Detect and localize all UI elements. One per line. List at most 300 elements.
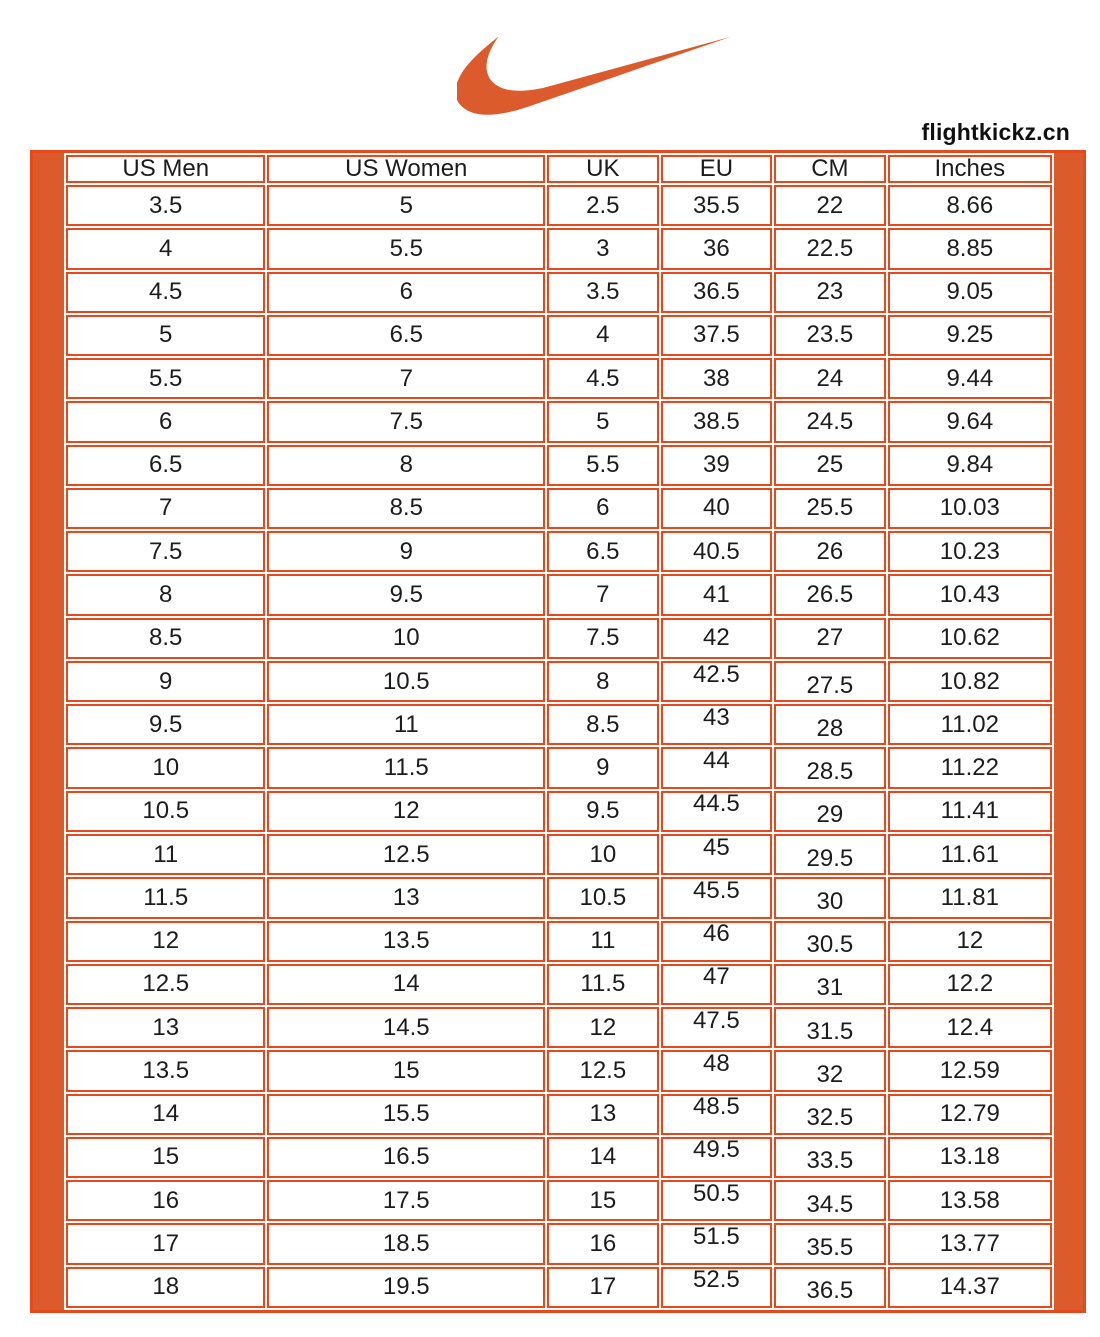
size-cell	[547, 877, 659, 918]
cell-value: 11.41	[940, 797, 999, 825]
cell-value: 16	[152, 1186, 180, 1214]
cell-value: 29.5	[806, 844, 854, 872]
size-cell	[267, 921, 545, 962]
cell-value: 6.5	[149, 451, 183, 479]
cell-value: 6	[596, 494, 610, 522]
cell-value: 45	[703, 833, 730, 861]
size-cell	[774, 445, 886, 486]
size-cell	[888, 921, 1052, 962]
cell-value: 31.5	[806, 1017, 854, 1045]
size-cell	[774, 704, 886, 745]
size-cell	[547, 358, 659, 399]
cell-value: 42.5	[693, 660, 740, 688]
cell-value: 8	[399, 451, 413, 479]
size-cell	[547, 834, 659, 875]
size-cell	[66, 1050, 265, 1091]
cell-value: 23	[816, 278, 844, 306]
cell-value: 9	[159, 667, 173, 695]
cell-value: 15.5	[382, 1100, 430, 1128]
cell-value: 11.22	[940, 754, 999, 782]
size-cell	[547, 1180, 659, 1221]
size-cell	[661, 704, 773, 745]
right-accent-bar	[1054, 153, 1083, 1310]
cell-value: 52.5	[693, 1266, 740, 1294]
size-cell	[661, 1223, 773, 1264]
cell-value: 4	[596, 321, 610, 349]
size-cell	[774, 1094, 886, 1135]
size-cell	[66, 1094, 265, 1135]
cell-value: 24	[816, 364, 844, 392]
cell-value: 51.5	[693, 1223, 740, 1250]
cell-value: 11	[393, 710, 419, 738]
size-cell	[888, 228, 1052, 269]
size-cell	[888, 401, 1052, 442]
table-row	[66, 1094, 1052, 1135]
cell-value: 6.5	[586, 537, 620, 565]
size-cell	[888, 704, 1052, 745]
cell-value: 2.5	[586, 191, 620, 219]
size-cell	[661, 1137, 773, 1178]
cell-value: 41	[703, 581, 730, 609]
cell-value: 10.5	[382, 667, 430, 695]
size-cell	[267, 704, 545, 745]
size-cell	[661, 1094, 773, 1135]
cell-value: 40.5	[693, 537, 740, 565]
header-row	[66, 155, 1052, 183]
cell-value: 28.5	[806, 758, 854, 786]
size-cell	[774, 185, 886, 226]
size-cell	[774, 1180, 886, 1221]
size-cell	[66, 834, 265, 875]
cell-value: 4.5	[149, 278, 183, 306]
size-cell	[774, 1007, 886, 1048]
cell-value: 7.5	[586, 624, 620, 652]
cell-value: 34.5	[806, 1190, 854, 1218]
size-cell	[774, 1050, 886, 1091]
size-table-frame	[30, 150, 1086, 1313]
cell-value: 12.2	[946, 970, 994, 998]
cell-value: 27.5	[806, 671, 854, 699]
cell-value: 12	[589, 1013, 617, 1041]
size-cell	[66, 185, 265, 226]
cell-value: 10	[589, 840, 617, 868]
size-cell	[547, 747, 659, 788]
size-cell	[774, 574, 886, 615]
table-row	[66, 488, 1052, 529]
size-cell	[267, 1267, 545, 1308]
size-cell	[66, 228, 265, 269]
cell-value: 18	[152, 1273, 180, 1301]
size-cell	[66, 445, 265, 486]
cell-value: 5.5	[586, 451, 620, 479]
size-cell	[547, 618, 659, 659]
cell-value: 10.5	[579, 883, 627, 911]
cell-value: 8	[596, 667, 610, 695]
left-accent-bar	[33, 153, 64, 1310]
table-row	[66, 964, 1052, 1005]
nike-swoosh-logo-icon	[457, 33, 732, 118]
size-cell	[66, 531, 265, 572]
cell-value: 10.03	[939, 494, 1000, 522]
size-cell	[888, 488, 1052, 529]
cell-value: 13.77	[939, 1230, 1000, 1257]
cell-value: 8	[159, 581, 173, 609]
cell-value: 26	[816, 537, 844, 565]
cell-value: 7	[399, 364, 413, 392]
cell-value: 3.5	[586, 278, 620, 306]
size-cell	[661, 834, 773, 875]
size-cell	[66, 921, 265, 962]
cell-value: 42	[703, 624, 730, 652]
size-cell	[547, 488, 659, 529]
cell-value: 11.5	[383, 754, 429, 782]
cell-value: 10.62	[939, 624, 1000, 652]
cell-value: 13.18	[939, 1143, 1000, 1171]
table-row	[66, 358, 1052, 399]
cell-value: 13	[152, 1013, 180, 1041]
size-cell	[888, 1094, 1052, 1135]
cell-value: 11	[590, 927, 616, 955]
table-row	[66, 1050, 1052, 1091]
size-cell	[547, 228, 659, 269]
cell-value: 12	[152, 927, 180, 955]
size-cell	[774, 401, 886, 442]
cell-value: 16	[589, 1230, 617, 1257]
size-cell	[774, 877, 886, 918]
cell-value: 5.5	[149, 364, 183, 392]
cell-value: 32.5	[806, 1104, 854, 1132]
size-cell	[661, 531, 773, 572]
cell-value: 17	[152, 1230, 180, 1257]
size-cell	[661, 1267, 773, 1308]
size-cell	[66, 1267, 265, 1308]
size-cell	[267, 791, 545, 832]
size-cell	[267, 574, 545, 615]
cell-value: 14	[589, 1143, 617, 1171]
column-header-inches: Inches	[888, 155, 1052, 183]
size-cell	[267, 445, 545, 486]
size-cell	[774, 921, 886, 962]
table-row	[66, 185, 1052, 226]
size-cell	[888, 1137, 1052, 1178]
size-cell	[661, 1007, 773, 1048]
table-row	[66, 704, 1052, 745]
cell-value: 39	[703, 451, 730, 479]
cell-value: 10.82	[939, 667, 1000, 695]
size-cell	[661, 185, 773, 226]
size-cell	[547, 1223, 659, 1264]
cell-value: 11.61	[940, 840, 999, 868]
cell-value: 9.64	[946, 407, 994, 435]
cell-value: 22.5	[806, 234, 854, 262]
cell-value: 4.5	[586, 364, 620, 392]
size-cell	[661, 272, 773, 313]
size-cell	[547, 704, 659, 745]
cell-value: 33.5	[806, 1147, 854, 1175]
size-cell	[661, 1180, 773, 1221]
size-cell	[267, 272, 545, 313]
cell-value: 5.5	[389, 234, 423, 262]
cell-value: 38	[703, 364, 730, 392]
cell-value: 15	[152, 1143, 180, 1171]
cell-value: 12	[392, 797, 420, 825]
cell-value: 31	[816, 974, 844, 1002]
cell-value: 49.5	[693, 1136, 740, 1164]
size-cell	[661, 791, 773, 832]
size-cell	[66, 661, 265, 702]
size-cell	[267, 1180, 545, 1221]
size-cell	[888, 315, 1052, 356]
size-cell	[267, 488, 545, 529]
cell-value: 32	[816, 1060, 844, 1088]
cell-value: 9.5	[149, 710, 183, 738]
size-cell	[661, 877, 773, 918]
size-cell	[774, 531, 886, 572]
cell-value: 11.5	[143, 883, 189, 911]
cell-value: 9.44	[946, 364, 994, 392]
size-cell	[661, 661, 773, 702]
size-cell	[66, 1180, 265, 1221]
size-cell	[661, 618, 773, 659]
cell-value: 14.37	[939, 1273, 1000, 1301]
table-row	[66, 531, 1052, 572]
cell-value: 3	[596, 234, 610, 262]
size-cell	[547, 315, 659, 356]
cell-value: 10	[392, 624, 420, 652]
size-cell	[547, 1267, 659, 1308]
size-cell	[774, 747, 886, 788]
cell-value: 48.5	[693, 1093, 740, 1121]
table-row	[66, 272, 1052, 313]
size-cell	[66, 401, 265, 442]
size-cell	[547, 661, 659, 702]
cell-value: 9	[399, 537, 413, 565]
size-cell	[888, 791, 1052, 832]
table-row	[66, 445, 1052, 486]
size-cell	[547, 1137, 659, 1178]
table-body	[66, 185, 1052, 1308]
size-cell	[661, 228, 773, 269]
cell-value: 13	[589, 1100, 617, 1128]
size-cell	[888, 1050, 1052, 1091]
cell-value: 11.02	[940, 710, 999, 738]
size-cell	[267, 185, 545, 226]
size-cell	[547, 272, 659, 313]
table-row	[66, 791, 1052, 832]
size-cell	[66, 1223, 265, 1264]
size-cell	[661, 488, 773, 529]
size-cell	[888, 877, 1052, 918]
size-cell	[888, 834, 1052, 875]
size-cell	[267, 877, 545, 918]
cell-value: 12.5	[142, 970, 190, 998]
size-cell	[888, 618, 1052, 659]
size-cell	[661, 574, 773, 615]
size-cell	[66, 618, 265, 659]
cell-value: 7	[159, 494, 173, 522]
cell-value: 14.5	[382, 1013, 430, 1041]
cell-value: 9.25	[946, 321, 994, 349]
table-row	[66, 661, 1052, 702]
cell-value: 7.5	[149, 537, 183, 565]
size-cell	[888, 1007, 1052, 1048]
size-cell	[888, 574, 1052, 615]
cell-value: 17	[589, 1273, 617, 1301]
size-cell	[66, 358, 265, 399]
cell-value: 48	[703, 1050, 730, 1077]
cell-value: 16.5	[382, 1143, 430, 1171]
size-cell	[774, 834, 886, 875]
size-cell	[267, 1094, 545, 1135]
cell-value: 25	[816, 451, 844, 479]
size-cell	[661, 747, 773, 788]
size-cell	[66, 1137, 265, 1178]
size-cell	[66, 1007, 265, 1048]
size-cell	[774, 272, 886, 313]
cell-value: 50.5	[693, 1180, 740, 1207]
table-row	[66, 877, 1052, 918]
size-cell	[547, 1050, 659, 1091]
size-cell	[267, 1007, 545, 1048]
size-cell	[888, 531, 1052, 572]
cell-value: 11	[153, 840, 179, 868]
cell-value: 38.5	[693, 407, 740, 435]
table-row	[66, 834, 1052, 875]
cell-value: 47	[703, 963, 730, 991]
cell-value: 22	[816, 191, 844, 219]
cell-value: 17.5	[382, 1186, 430, 1214]
column-header-us-men: US Men	[66, 155, 265, 183]
cell-value: 23.5	[806, 321, 854, 349]
cell-value: 5	[399, 191, 413, 219]
size-cell	[66, 272, 265, 313]
size-cell	[267, 618, 545, 659]
cell-value: 46	[703, 920, 730, 948]
cell-value: 15	[589, 1186, 617, 1214]
cell-value: 24.5	[806, 407, 854, 435]
table-row	[66, 574, 1052, 615]
cell-value: 9.05	[946, 278, 994, 306]
size-cell	[774, 228, 886, 269]
size-cell	[661, 315, 773, 356]
size-cell	[774, 791, 886, 832]
size-cell	[774, 661, 886, 702]
size-cell	[267, 531, 545, 572]
cell-value: 10.23	[939, 537, 1000, 565]
size-cell	[267, 1137, 545, 1178]
cell-value: 25.5	[806, 494, 854, 522]
cell-value: 35.5	[693, 191, 740, 219]
size-cell	[661, 401, 773, 442]
table-row	[66, 401, 1052, 442]
size-cell	[267, 834, 545, 875]
size-cell	[267, 964, 545, 1005]
size-cell	[888, 358, 1052, 399]
cell-value: 7	[596, 581, 610, 609]
table-row	[66, 1137, 1052, 1178]
cell-value: 12.5	[579, 1056, 627, 1084]
size-cell	[774, 964, 886, 1005]
cell-value: 36.5	[806, 1277, 854, 1305]
cell-value: 7.5	[389, 407, 423, 435]
size-cell	[267, 401, 545, 442]
cell-value: 13.5	[382, 927, 430, 955]
cell-value: 10	[152, 754, 180, 782]
cell-value: 8.5	[586, 710, 620, 738]
cell-value: 12.4	[946, 1013, 994, 1041]
size-cell	[267, 228, 545, 269]
size-cell	[267, 1050, 545, 1091]
size-cell	[547, 791, 659, 832]
size-cell	[888, 1223, 1052, 1264]
table-row	[66, 228, 1052, 269]
cell-value: 47.5	[693, 1007, 740, 1034]
size-cell	[888, 1180, 1052, 1221]
size-cell	[547, 1094, 659, 1135]
cell-value: 3.5	[149, 191, 183, 219]
cell-value: 12.79	[939, 1100, 1000, 1128]
column-header-cm: CM	[774, 155, 886, 183]
cell-value: 5	[596, 407, 610, 435]
column-header-uk: UK	[547, 155, 659, 183]
size-cell	[66, 877, 265, 918]
size-cell	[774, 1137, 886, 1178]
cell-value: 6	[399, 278, 413, 306]
size-cell	[547, 445, 659, 486]
size-cell	[774, 1267, 886, 1308]
size-cell	[774, 358, 886, 399]
cell-value: 13.58	[939, 1186, 1000, 1214]
table-row	[66, 1223, 1052, 1264]
size-cell	[66, 488, 265, 529]
size-cell	[66, 315, 265, 356]
size-cell	[888, 747, 1052, 788]
cell-value: 8.5	[149, 624, 183, 652]
cell-value: 10.5	[142, 797, 190, 825]
size-cell	[888, 185, 1052, 226]
table-row	[66, 921, 1052, 962]
cell-value: 15	[392, 1056, 420, 1084]
table-row	[66, 1267, 1052, 1308]
table-row	[66, 1007, 1052, 1048]
column-header-eu: EU	[661, 155, 773, 183]
size-cell	[888, 964, 1052, 1005]
size-cell	[888, 272, 1052, 313]
cell-value: 12.5	[382, 840, 430, 868]
size-cell	[661, 445, 773, 486]
size-cell	[547, 531, 659, 572]
cell-value: 13	[392, 883, 420, 911]
cell-value: 12	[956, 927, 984, 955]
cell-value: 30	[816, 887, 844, 915]
cell-value: 26.5	[806, 581, 854, 609]
cell-value: 9.5	[586, 797, 620, 825]
cell-value: 35.5	[806, 1234, 854, 1261]
cell-value: 19.5	[382, 1273, 430, 1301]
size-cell	[547, 1007, 659, 1048]
size-cell	[547, 401, 659, 442]
size-cell	[66, 791, 265, 832]
cell-value: 30.5	[806, 931, 854, 959]
size-cell	[267, 1223, 545, 1264]
cell-value: 14	[152, 1100, 180, 1128]
size-cell	[66, 964, 265, 1005]
size-cell	[888, 1267, 1052, 1308]
cell-value: 4	[159, 234, 173, 262]
size-conversion-table	[64, 153, 1054, 1310]
cell-value: 44.5	[693, 790, 740, 818]
cell-value: 29	[816, 801, 844, 829]
